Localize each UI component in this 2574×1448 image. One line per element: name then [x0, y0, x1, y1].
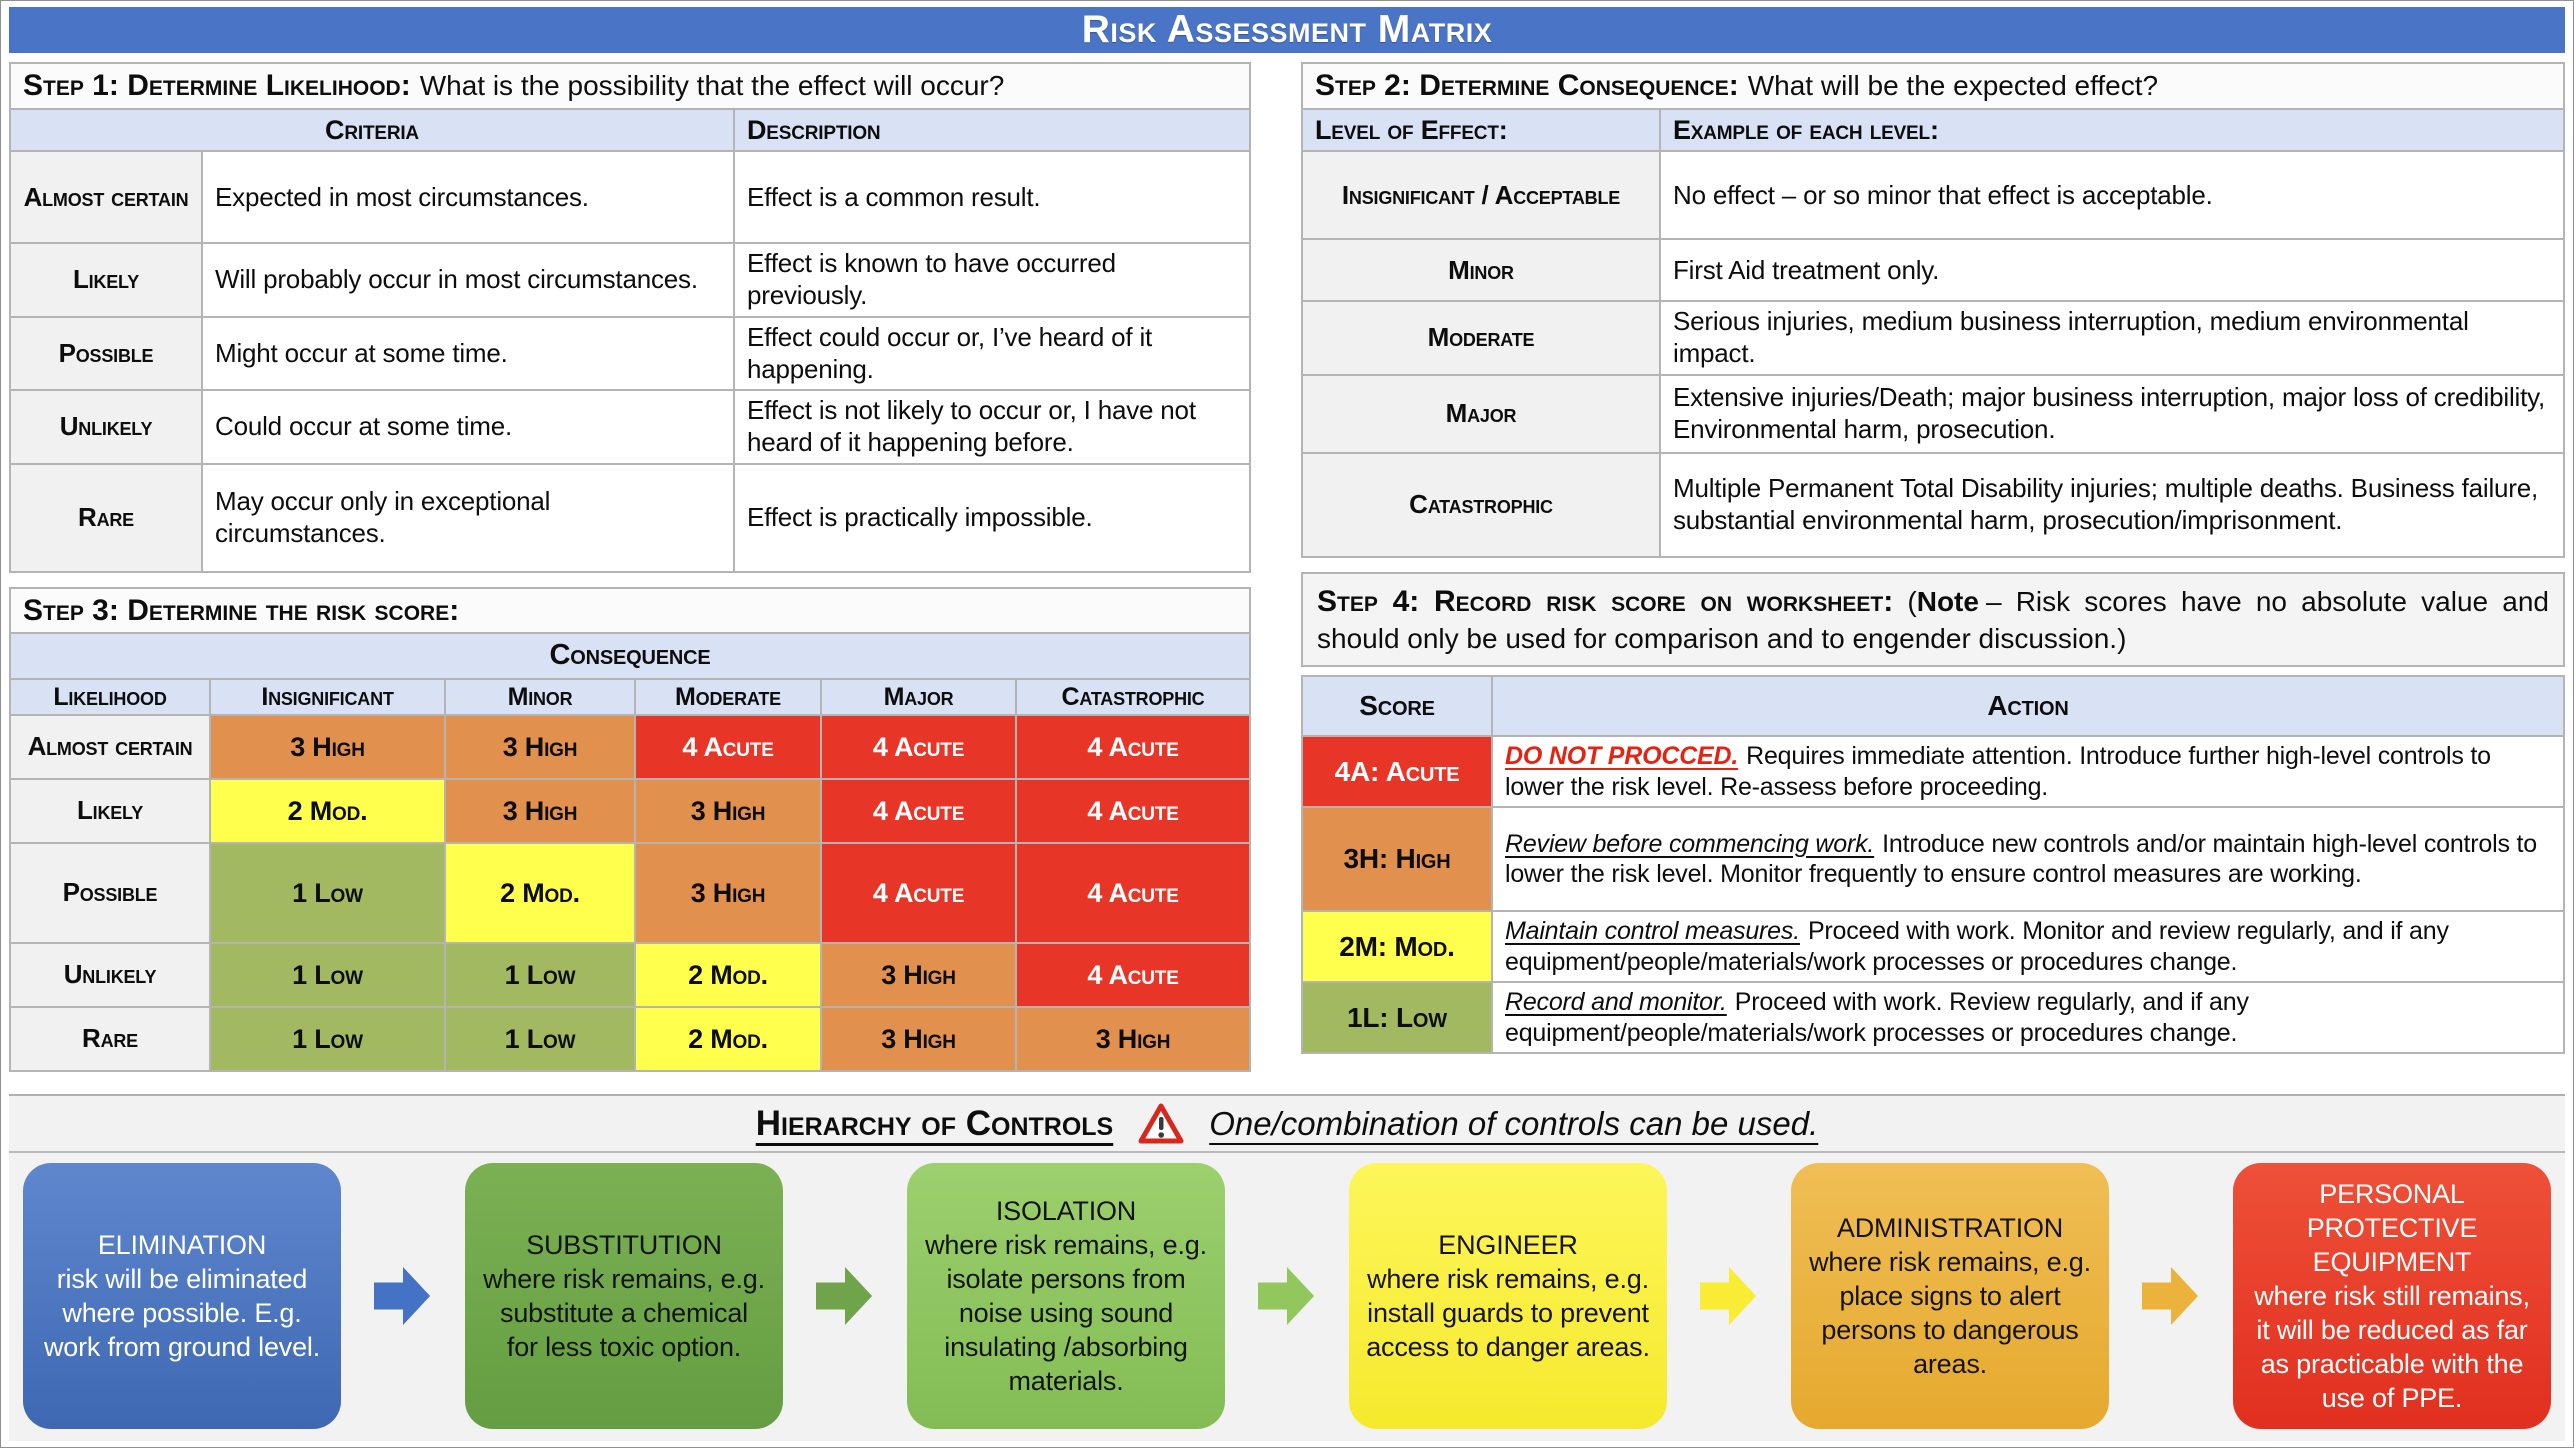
risk-cell: 1 Low [445, 1007, 635, 1071]
control-isolation-box [907, 1163, 1225, 1429]
step2-heading [1301, 62, 2565, 110]
likelihood-label: Rare [10, 1007, 210, 1071]
control-title: ISOLATION [995, 1195, 1137, 1226]
risk-cell: 3 High [210, 715, 445, 779]
table-row [1302, 301, 2564, 374]
controls-flow [9, 1153, 2565, 1439]
score-badge: 1L: Low [1302, 982, 1492, 1053]
risk-cell: 2 Mod. [210, 779, 445, 843]
hierarchy-note: One/combination of controls can be used. [1209, 1104, 1819, 1142]
risk-cell: 1 Low [210, 1007, 445, 1071]
table-row [10, 317, 1250, 390]
risk-cell: 3 High [445, 715, 635, 779]
criteria-cell: May occur only in exceptional circumstances. [202, 464, 734, 572]
action-cell [1492, 736, 2564, 807]
matrix-header-minor: Minor [445, 679, 635, 716]
likelihood-label: Likely [10, 779, 210, 843]
risk-score-matrix [9, 632, 1251, 1072]
score-action-header-row [1302, 676, 2564, 736]
effect-level-label: Major [1302, 375, 1660, 453]
likelihood-label: Unlikely [10, 390, 202, 463]
document-title-bar [9, 7, 2565, 53]
matrix-row [10, 779, 1250, 843]
step3-heading-strong: Step 3: Determine the risk score: [23, 593, 460, 627]
control-body: where risk still remains, it will be reduced as far as practicable with the use of PPE. [2254, 1280, 2530, 1414]
step2-heading-strong: Step 2: Determine Consequence: [1315, 69, 1739, 102]
control-title: ELIMINATION [97, 1229, 267, 1260]
consequence-banner: Consequence [10, 633, 1250, 678]
consequence-table-header-row [1302, 109, 2564, 152]
likelihood-label: Possible [10, 843, 210, 943]
risk-cell: 3 High [635, 779, 821, 843]
description-cell: Effect is a common result. [734, 151, 1250, 243]
control-engineer-box [1349, 1163, 1667, 1429]
likelihood-label: Almost certain [10, 151, 202, 243]
description-cell: Effect could occur or, I’ve heard of it happening. [734, 317, 1250, 390]
score-row [1302, 982, 2564, 1053]
score-column-header: Score [1302, 676, 1492, 736]
example-cell: First Aid treatment only. [1660, 239, 2564, 301]
risk-cell: 4 Acute [1016, 843, 1250, 943]
action-cell [1492, 982, 2564, 1053]
control-substitution-box [465, 1163, 783, 1429]
effect-level-label: Moderate [1302, 301, 1660, 374]
action-lead-text: DO NOT PROCCED. [1505, 742, 1739, 771]
description-cell: Effect is known to have occurred previously. [734, 243, 1250, 316]
risk-cell: 3 High [821, 1007, 1016, 1071]
step4-heading [1301, 572, 2565, 667]
score-row [1302, 736, 2564, 807]
matrix-header-likelihood: Likelihood [10, 679, 210, 716]
control-body: where risk remains, e.g. install guards to prevent access to danger areas. [1366, 1263, 1650, 1363]
risk-cell: 3 High [635, 843, 821, 943]
likelihood-label: Unlikely [10, 943, 210, 1007]
table-row [1302, 453, 2564, 557]
flow-arrow-icon [374, 1258, 432, 1334]
step2-section [1301, 62, 2565, 558]
likelihood-label: Possible [10, 317, 202, 390]
risk-cell: 4 Acute [1016, 779, 1250, 843]
example-cell: No effect – or so minor that effect is acceptable. [1660, 151, 2564, 239]
matrix-header-moderate: Moderate [635, 679, 821, 716]
control-body: risk will be eliminated where possible. E.g. work from ground level. [43, 1263, 320, 1363]
warning-triangle-icon [1137, 1102, 1185, 1146]
control-body: where risk remains, e.g. isolate persons from noise using sound insulating /absorbing materials. [925, 1229, 1207, 1397]
risk-cell: 1 Low [210, 943, 445, 1007]
risk-cell: 4 Acute [821, 715, 1016, 779]
action-column-header: Action [1492, 676, 2564, 736]
control-body: where risk remains, e.g. place signs to alert persons to dangerous areas. [1809, 1246, 2091, 1380]
matrix-header-catastrophic: Catastrophic [1016, 679, 1250, 716]
likelihood-label: Almost certain [10, 715, 210, 779]
score-badge: 4A: Acute [1302, 736, 1492, 807]
control-body: where risk remains, e.g. substitute a chemical for less toxic option. [483, 1263, 765, 1363]
likelihood-label: Rare [10, 464, 202, 572]
step1-heading-strong: Step 1: Determine Likelihood: [23, 69, 411, 102]
table-row [1302, 375, 2564, 453]
description-cell: Effect is practically impossible. [734, 464, 1250, 572]
control-elimination-box [23, 1163, 341, 1429]
level-of-effect-header: Level of Effect: [1302, 109, 1660, 152]
criteria-cell: Expected in most circumstances. [202, 151, 734, 243]
action-detail-text: Proceed with work. Review regularly, and if any equipment/people/materials/work processes or procedures change. [1505, 988, 2249, 1047]
step4-heading-paren: ( [1907, 585, 1917, 617]
risk-cell: 2 Mod. [445, 843, 635, 943]
risk-cell: 4 Acute [821, 843, 1016, 943]
score-badge: 3H: High [1302, 807, 1492, 911]
table-row [10, 243, 1250, 316]
likelihood-table [9, 108, 1251, 573]
matrix-header-major: Major [821, 679, 1016, 716]
hierarchy-title: Hierarchy of Controls [755, 1103, 1114, 1143]
criteria-cell: Will probably occur in most circumstances. [202, 243, 734, 316]
control-ppe-box [2233, 1163, 2551, 1429]
step4-heading-rest: – Risk scores have no absolute value and should only be used for comparison and to engender discussion.) [1317, 585, 2549, 654]
table-row [10, 151, 1250, 243]
step3-section [9, 587, 1251, 1072]
step3-heading [9, 587, 1251, 635]
risk-cell: 4 Acute [1016, 715, 1250, 779]
risk-cell: 4 Acute [635, 715, 821, 779]
step2-heading-question: What will be the expected effect? [1747, 70, 2159, 101]
risk-cell: 4 Acute [821, 779, 1016, 843]
example-header: Example of each level: [1660, 109, 2564, 152]
table-row [10, 464, 1250, 572]
consequence-banner-row [10, 633, 1250, 678]
likelihood-table-header-row [10, 109, 1250, 152]
matrix-header-row [10, 679, 1250, 716]
flow-arrow-icon [816, 1258, 874, 1334]
step1-section [9, 62, 1251, 573]
control-administration-box [1791, 1163, 2109, 1429]
matrix-row [10, 843, 1250, 943]
risk-cell: 3 High [821, 943, 1016, 1007]
main-columns [9, 62, 2565, 1090]
action-detail-text: Requires immediate attention. Introduce further high-level controls to lower the risk level. Re-assess before proceeding. [1505, 742, 2491, 801]
score-badge: 2M: Mod. [1302, 911, 1492, 982]
score-row [1302, 807, 2564, 911]
step4-section [1301, 572, 2565, 1054]
matrix-row [10, 1007, 1250, 1071]
step1-heading [9, 62, 1251, 110]
example-cell: Serious injuries, medium business interruption, medium environmental impact. [1660, 301, 2564, 374]
control-title: ADMINISTRATION [1836, 1212, 2064, 1243]
risk-cell: 1 Low [445, 943, 635, 1007]
risk-cell: 2 Mod. [635, 1007, 821, 1071]
risk-cell: 2 Mod. [635, 943, 821, 1007]
action-detail-text: Introduce new controls and/or maintain high-level controls to lower the risk level. Monitor frequently to ensure control measures are working. [1505, 829, 2537, 889]
page-title: Risk Assessment Matrix [1081, 8, 1493, 51]
score-action-table [1301, 675, 2565, 1054]
control-title: PERSONAL PROTECTIVE EQUIPMENT [2306, 1178, 2478, 1277]
control-title: SUBSTITUTION [526, 1229, 722, 1260]
risk-cell: 3 High [1016, 1007, 1250, 1071]
flow-arrow-icon [1258, 1258, 1316, 1334]
effect-level-label: Minor [1302, 239, 1660, 301]
right-column [1301, 62, 2565, 1090]
table-row [1302, 239, 2564, 301]
matrix-row [10, 715, 1250, 779]
left-column [9, 62, 1251, 1090]
example-cell: Multiple Permanent Total Disability injuries; multiple deaths. Business failure, substantial environmental harm, prosecution/imprisonment. [1660, 453, 2564, 557]
criteria-cell: Could occur at some time. [202, 390, 734, 463]
effect-level-label: Insignificant / Acceptable [1302, 151, 1660, 239]
table-row [1302, 151, 2564, 239]
hierarchy-of-controls-section [9, 1094, 2565, 1441]
action-cell [1492, 807, 2564, 911]
flow-arrow-icon [2142, 1258, 2200, 1334]
risk-cell: 4 Acute [1016, 943, 1250, 1007]
action-cell [1492, 911, 2564, 982]
action-lead-text: Review before commencing work. [1505, 829, 1875, 858]
control-title: ENGINEER [1438, 1229, 1578, 1260]
hierarchy-header [9, 1096, 2565, 1153]
criteria-cell: Might occur at some time. [202, 317, 734, 390]
risk-cell: 3 High [445, 779, 635, 843]
effect-level-label: Catastrophic [1302, 453, 1660, 557]
step4-heading-strong: Step 4: Record risk score on worksheet: [1317, 584, 1894, 618]
table-row [10, 390, 1250, 463]
matrix-header-insignificant: Insignificant [210, 679, 445, 716]
score-row [1302, 911, 2564, 982]
matrix-row [10, 943, 1250, 1007]
description-cell: Effect is not likely to occur or, I have not heard of it happening before. [734, 390, 1250, 463]
action-lead-text: Maintain control measures. [1505, 917, 1800, 946]
flow-arrow-icon [1700, 1258, 1758, 1334]
likelihood-label: Likely [10, 243, 202, 316]
step4-heading-note-word: Note [1916, 585, 1979, 617]
risk-cell: 1 Low [210, 843, 445, 943]
example-cell: Extensive injuries/Death; major business interruption, major loss of credibility, Environmental harm, prosecution. [1660, 375, 2564, 453]
consequence-table [1301, 108, 2565, 558]
action-detail-text: Proceed with work. Monitor and review regularly, and if any equipment/people/materials/work processes or procedures change. [1505, 917, 2449, 976]
description-column-header: Description [734, 109, 1250, 152]
step1-heading-question: What is the possibility that the effect will occur? [419, 70, 1005, 101]
criteria-column-header: Criteria [10, 109, 734, 152]
action-lead-text: Record and monitor. [1505, 988, 1727, 1017]
